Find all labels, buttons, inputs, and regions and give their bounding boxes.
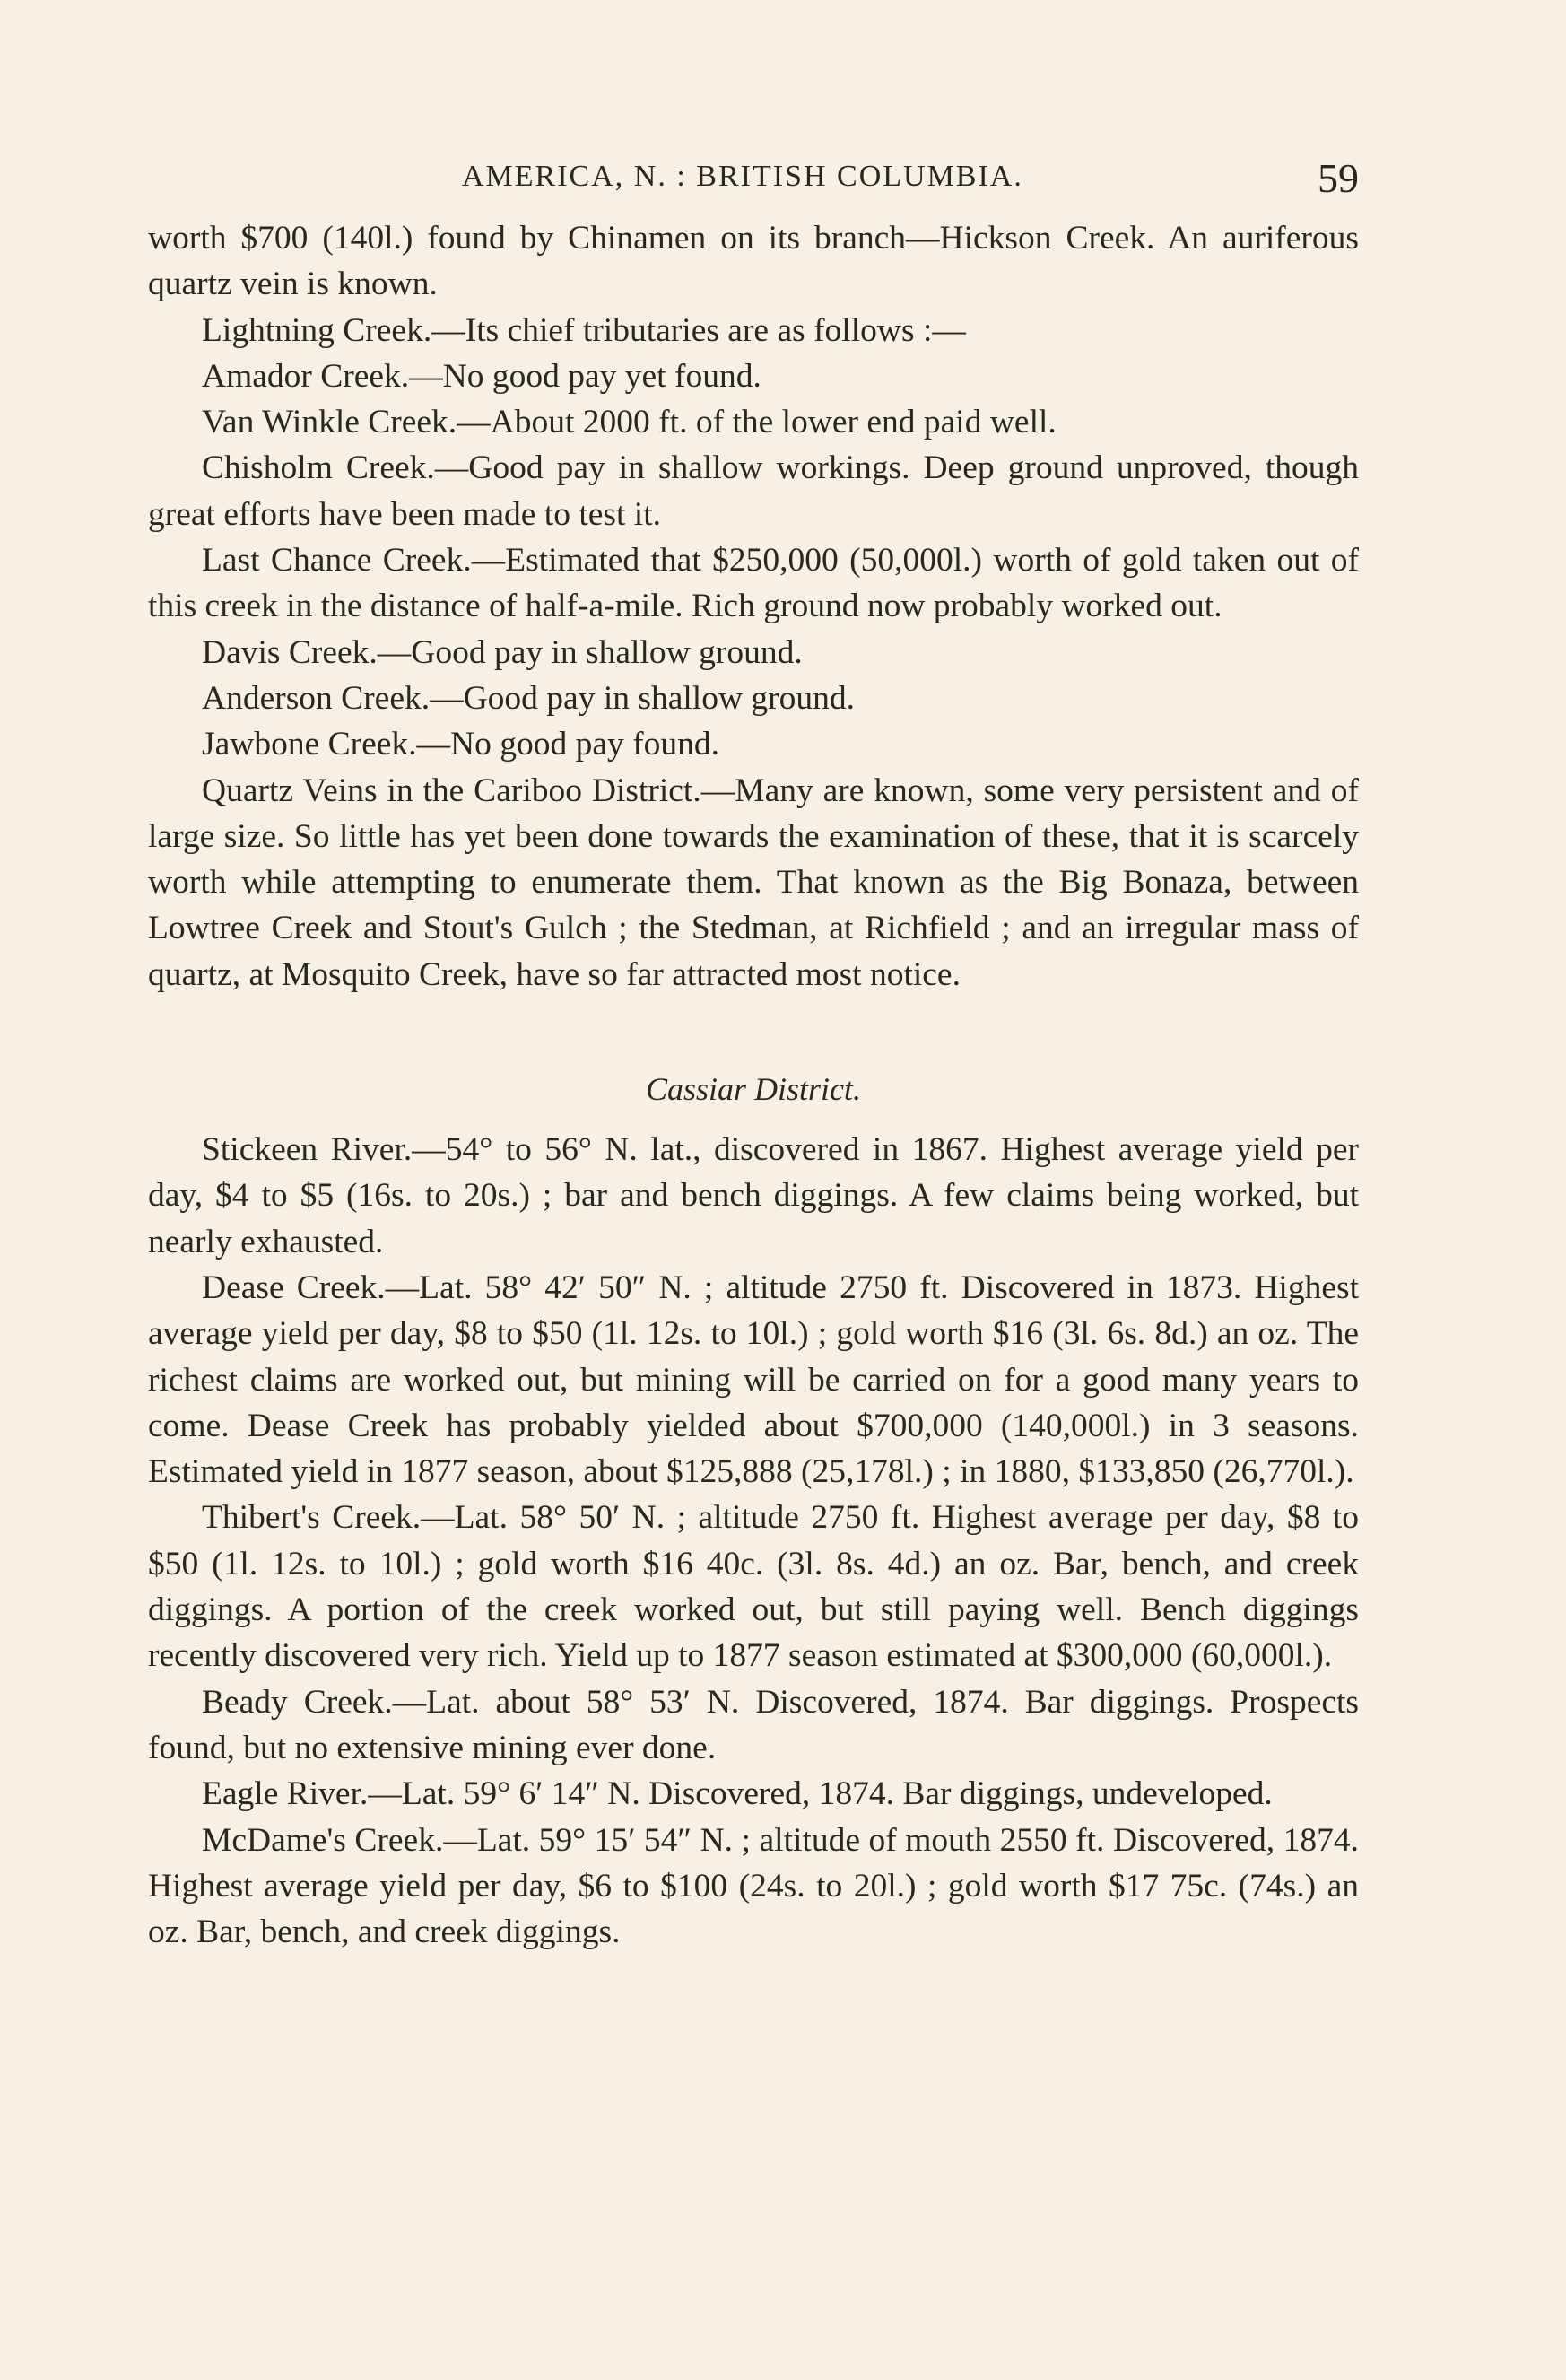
cariboo-section xyxy=(148,215,1359,998)
paragraph-davis: Davis Creek.—Good pay in shallow ground. xyxy=(202,633,803,671)
paragraph-stickeen: Stickeen River.—54° to 56° N. lat., discovered in 1867. Highest average yield per day, $4 to $5 (16s. to 20s.) ; bar and bench diggings. A few claims being worked, but nearly exhausted. xyxy=(148,1131,1359,1260)
book-page xyxy=(148,135,1359,1955)
paragraph-mcdame: McDame's Creek.—Lat. 59° 15′ 54″ N. ; altitude of mouth 2550 ft. Discovered, 1874. Highest average yield per day, $6 to $100 (24s. to 20l.) ; gold worth $17 75c. (74s.) an oz. Bar, bench, and creek diggings. xyxy=(148,1821,1359,1951)
paragraph-van-winkle: Van Winkle Creek.—About 2000 ft. of the lower end paid well. xyxy=(202,404,1057,441)
paragraph-lightning: Lightning Creek.—Its chief tributaries are as follows :— xyxy=(202,311,966,349)
running-head: AMERICA, N. : BRITISH COLUMBIA. xyxy=(462,160,1023,193)
paragraph-quartz-veins: Quartz Veins in the Cariboo District.—Many are known, some very persistent and of large size. So little has yet been done towards the examination of these, that it is scarcely worth while attempting to enumerate them. That known as the Big Bonaza, between Lowtree Creek and Stout's Gulch ; the Stedman, at Richfield ; and an irregular mass of quartz, at Mosquito Creek, have so far attracted most notice. xyxy=(148,772,1359,993)
section-heading-cassiar: Cassiar District. xyxy=(645,1071,862,1108)
paragraph-eagle: Eagle River.—Lat. 59° 6′ 14″ N. Discovered, 1874. Bar diggings, undeveloped. xyxy=(202,1775,1273,1813)
paragraph-hickson: worth $700 (140l.) found by Chinamen on its branch—Hickson Creek. An auriferous quartz vein is known. xyxy=(148,220,1359,303)
paragraph-last-chance: Last Chance Creek.—Estimated that $250,000 (50,000l.) worth of gold taken out of this creek in the distance of half-a-mile. Rich ground now probably worked out. xyxy=(148,542,1359,625)
paragraph-amador: Amador Creek.—No good pay yet found. xyxy=(202,357,761,395)
page-number: 59 xyxy=(1318,155,1359,201)
cassiar-section xyxy=(148,1127,1359,1955)
paragraph-beady: Beady Creek.—Lat. about 58° 53′ N. Discovered, 1874. Bar diggings. Prospects found, but no extensive mining ever done. xyxy=(148,1683,1359,1766)
paragraph-chisholm: Chisholm Creek.—Good pay in shallow workings. Deep ground unproved, though great efforts have been made to test it. xyxy=(148,449,1359,533)
paragraph-dease: Dease Creek.—Lat. 58° 42′ 50″ N. ; altitude 2750 ft. Discovered in 1873. Highest average yield per day, $8 to $50 (1l. 12s. to 10l.) ; gold worth $16 (3l. 6s. 8d.) an oz. The richest claims are worked out, but mining will be carried on for a good many years to come. Dease Creek has probably yielded about $700,000 (140,000l.) in 3 seasons. Estimated yield in 1877 season, about $125,888 (25,178l.) ; in 1880, $133,850 (26,770l.). xyxy=(148,1268,1359,1491)
page-header xyxy=(148,135,1359,215)
paragraph-anderson: Anderson Creek.—Good pay in shallow ground. xyxy=(202,679,856,717)
paragraph-jawbone: Jawbone Creek.—No good pay found. xyxy=(202,726,719,763)
paragraph-thibert: Thibert's Creek.—Lat. 58° 50′ N. ; altitude 2750 ft. Highest average per day, $8 to $50 (1l. 12s. to 10l.) ; gold worth $16 40c. (3l. 8s. 4d.) an oz. Bar, bench, and creek diggings. A portion of the creek worked out, but still paying well. Bench diggings recently discovered very rich. Yield up to 1877 season estimated at $300,000 (60,000l.). xyxy=(148,1499,1359,1675)
